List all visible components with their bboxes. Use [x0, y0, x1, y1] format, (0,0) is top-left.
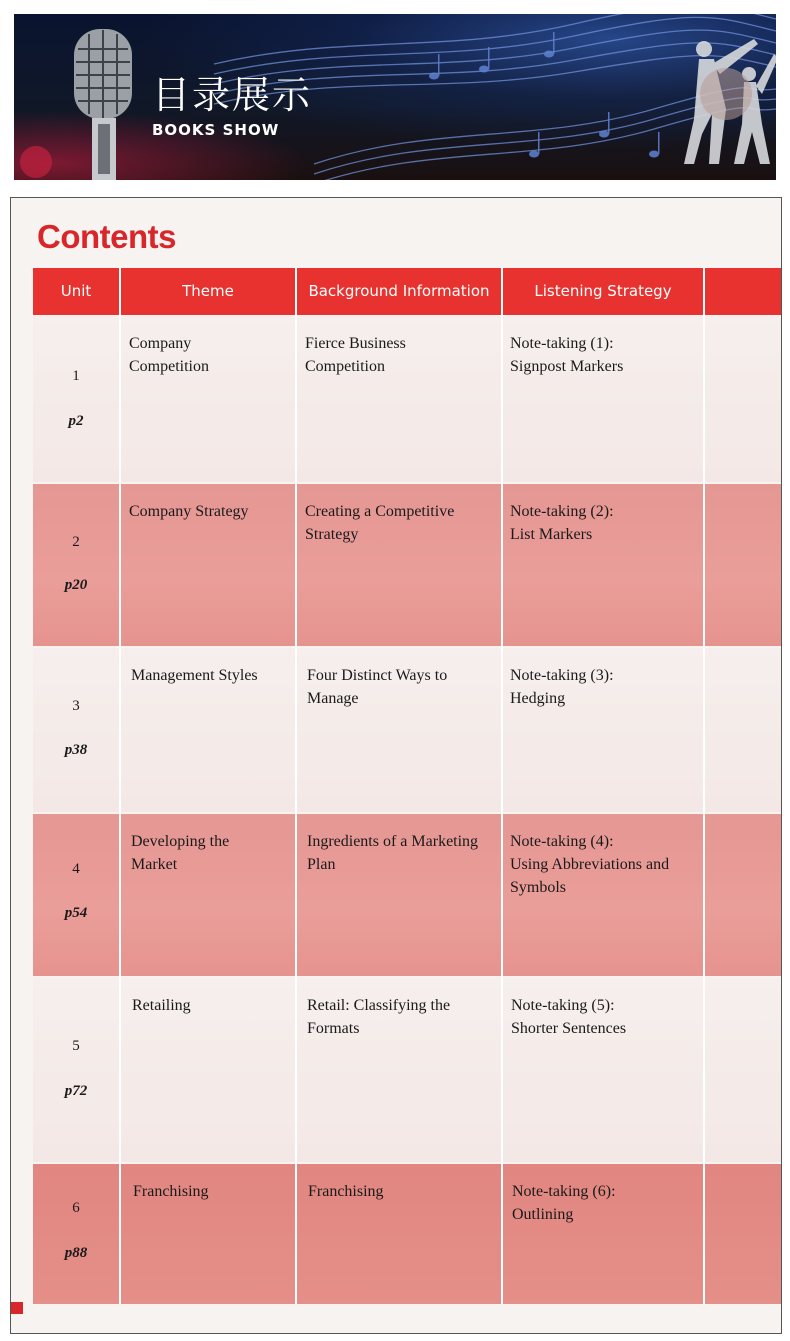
unit-number: 3	[72, 698, 80, 714]
background-cell: Ingredients of a Marketing Plan	[307, 833, 479, 873]
strategy-cell: Note-taking (5): Shorter Sentences	[511, 997, 627, 1037]
unit-page-number: p88	[64, 1245, 88, 1261]
column-header-background: Background Information	[308, 282, 490, 300]
books-show-banner	[14, 14, 776, 180]
unit-page-number: p38	[64, 742, 88, 758]
unit-number: 4	[72, 861, 80, 877]
microphone-icon	[20, 29, 132, 180]
strategy-cell: Note-taking (2): List Markers	[510, 503, 614, 543]
table-row	[33, 648, 781, 812]
theme-cell: Developing the Market	[131, 833, 230, 873]
unit-page-number: p72	[64, 1083, 88, 1099]
unit-page-number: p2	[68, 413, 84, 429]
unit-number: 1	[72, 368, 80, 384]
table-row	[33, 1164, 781, 1304]
table-row	[33, 484, 781, 646]
table-header	[33, 268, 781, 315]
column-header-unit: Unit	[60, 282, 92, 300]
background-cell: Four Distinct Ways to Manage	[307, 667, 448, 707]
theme-cell: Franchising	[133, 1183, 209, 1200]
column-header-strategy: Listening Strategy	[534, 282, 672, 300]
background-cell: Franchising	[308, 1183, 384, 1200]
theme-cell: Management Styles	[131, 667, 258, 684]
unit-page-number: p20	[64, 577, 88, 593]
banner-subtitle: BOOKS SHOW	[152, 121, 280, 139]
unit-page-number: p54	[64, 905, 88, 921]
theme-cell: Company Strategy	[129, 503, 249, 520]
unit-number: 5	[72, 1038, 80, 1054]
background-cell: Fierce Business Competition	[305, 335, 406, 375]
table-row	[33, 978, 781, 1162]
theme-cell: Company Competition	[129, 335, 209, 375]
strategy-cell: Note-taking (6): Outlining	[512, 1183, 616, 1223]
unit-number: 6	[72, 1200, 80, 1216]
music-staff-decoration	[14, 14, 776, 180]
table-row	[33, 316, 781, 482]
column-divider	[119, 268, 121, 1304]
column-header-theme: Theme	[182, 282, 234, 300]
background-cell: Retail: Classifying the Formats	[307, 997, 451, 1037]
strategy-cell: Note-taking (3): Hedging	[510, 667, 614, 707]
column-divider	[295, 268, 297, 1304]
column-divider	[703, 268, 705, 1304]
contents-page	[10, 197, 782, 1334]
background-cell: Creating a Competitive Strategy	[305, 503, 455, 543]
dancers-silhouette-icon	[684, 39, 776, 164]
contents-heading: Contents	[37, 218, 176, 255]
page-corner-marker	[11, 1302, 23, 1314]
theme-cell: Retailing	[132, 997, 191, 1014]
column-divider	[501, 268, 503, 1304]
strategy-cell: Note-taking (1): Signpost Markers	[510, 335, 624, 375]
banner-title: 目录展示	[152, 73, 313, 117]
unit-number: 2	[72, 534, 80, 550]
strategy-cell: Note-taking (4): Using Abbreviations and Symbols	[510, 833, 670, 896]
table-row	[33, 814, 781, 976]
